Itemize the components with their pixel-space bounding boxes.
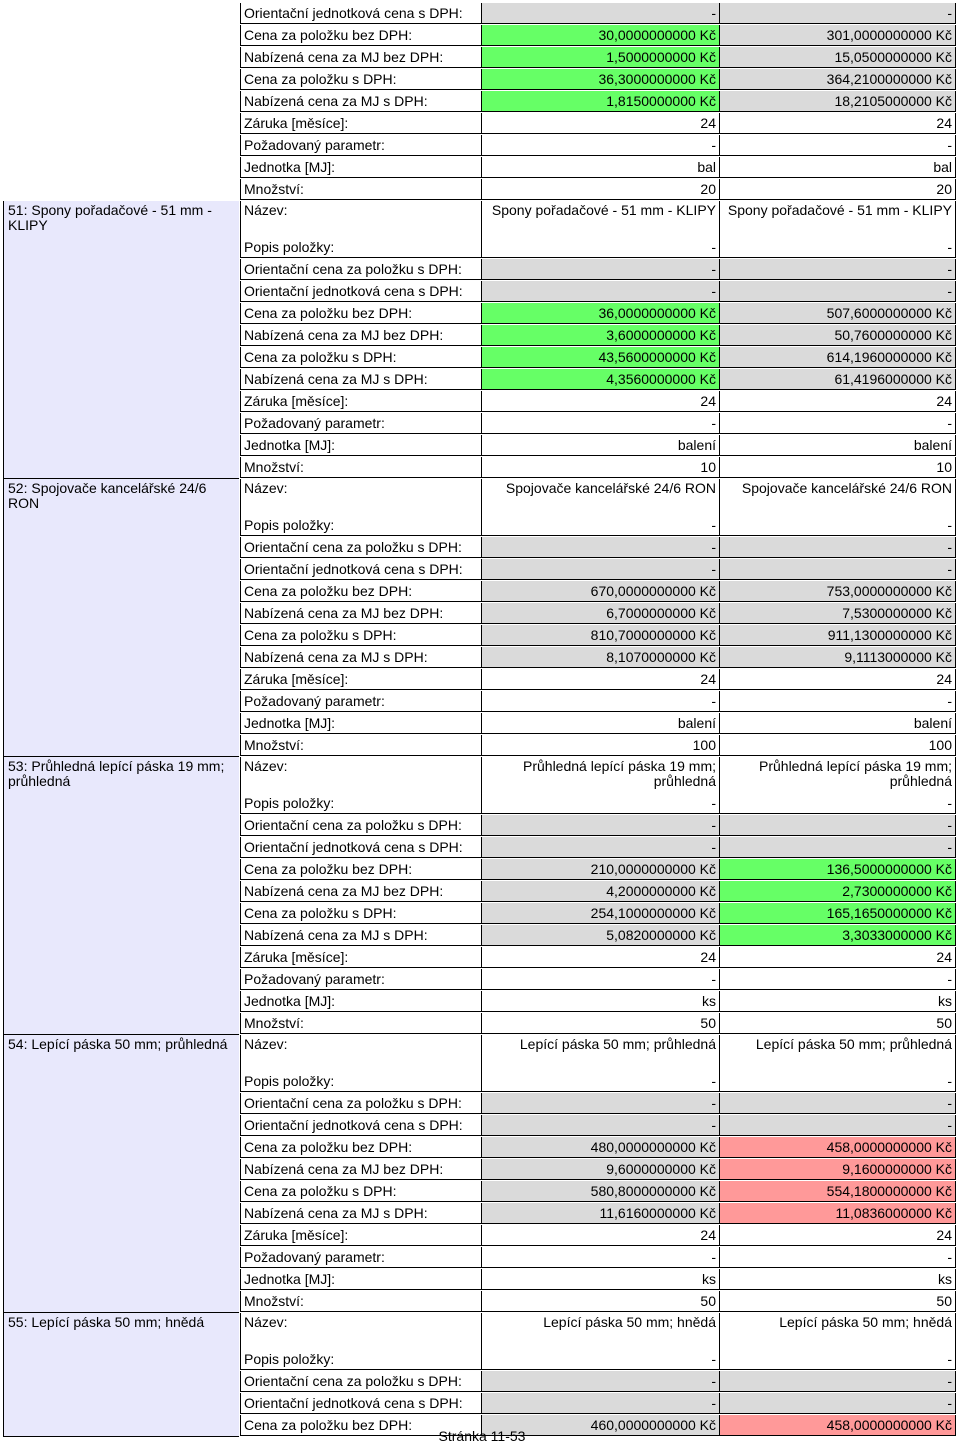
offer-1-value: - <box>481 1247 719 1268</box>
attribute-row <box>240 179 956 200</box>
offer-2-value: - <box>719 837 956 858</box>
offer-1-value: 50 <box>481 1013 719 1034</box>
attribute-label: Popis položky: <box>240 237 481 258</box>
attribute-label: Orientační jednotková cena s DPH: <box>240 281 481 302</box>
offer-2-value: - <box>719 815 956 836</box>
offer-1-value: 43,5600000000 Kč <box>481 347 719 368</box>
offer-2-value: 2,7300000000 Kč <box>719 881 956 902</box>
offer-1-value: - <box>481 515 719 536</box>
offer-1-value: 4,3560000000 Kč <box>481 369 719 390</box>
attribute-label: Orientační cena za položku s DPH: <box>240 259 481 280</box>
offer-2-value: 10 <box>719 457 956 478</box>
attribute-row <box>240 947 956 968</box>
attribute-row <box>240 237 956 258</box>
item-title: 55: Lepící páska 50 mm; hnědá <box>8 1314 205 1330</box>
offer-1-value: - <box>481 1371 719 1392</box>
attribute-row <box>240 259 956 280</box>
attribute-row <box>240 1013 956 1034</box>
offer-1-value: - <box>481 837 719 858</box>
attribute-label: Popis položky: <box>240 1071 481 1092</box>
attribute-row <box>240 1269 956 1290</box>
offer-2-value: 50 <box>719 1013 956 1034</box>
attribute-label: Orientační cena za položku s DPH: <box>240 1371 481 1392</box>
offer-1-value: 460,0000000000 Kč <box>481 1415 719 1436</box>
offer-2-value: - <box>719 1393 956 1414</box>
attribute-label: Cena za položku bez DPH: <box>240 303 481 324</box>
offer-2-value: - <box>719 1071 956 1092</box>
offer-1-value: - <box>481 1115 719 1136</box>
offer-1-value: - <box>481 691 719 712</box>
item-header-cell <box>3 1313 239 1437</box>
offer-2-value: 24 <box>719 113 956 134</box>
offer-2-value: - <box>719 1349 956 1370</box>
offer-1-value: 50 <box>481 1291 719 1312</box>
item-title: 54: Lepící páska 50 mm; průhledná <box>8 1036 228 1052</box>
attribute-label: Jednotka [MJ]: <box>240 157 481 178</box>
offer-1-value: - <box>481 3 719 24</box>
offer-1-value: - <box>481 815 719 836</box>
attribute-row <box>240 1203 956 1224</box>
offer-1-value: - <box>481 135 719 156</box>
attribute-row <box>240 413 956 434</box>
attribute-label: Cena za položku bez DPH: <box>240 1415 481 1436</box>
attribute-label: Orientační jednotková cena s DPH: <box>240 3 481 24</box>
offer-2-value: ks <box>719 991 956 1012</box>
attribute-label: Název: <box>240 1035 481 1073</box>
attribute-row <box>240 1371 956 1392</box>
offer-1-value: balení <box>481 435 719 456</box>
offer-2-value: - <box>719 135 956 156</box>
offer-2-value: - <box>719 3 956 24</box>
attribute-label: Cena za položku bez DPH: <box>240 25 481 46</box>
offer-1-value: 100 <box>481 735 719 756</box>
attribute-row <box>240 969 956 990</box>
offer-2-value: 753,0000000000 Kč <box>719 581 956 602</box>
attribute-row <box>240 1349 956 1370</box>
offer-2-value: - <box>719 1115 956 1136</box>
attribute-row <box>240 1225 956 1246</box>
attribute-label: Požadovaný parametr: <box>240 691 481 712</box>
offer-1-value: 6,7000000000 Kč <box>481 603 719 624</box>
offer-2-value: 50,7600000000 Kč <box>719 325 956 346</box>
attribute-label: Nabízená cena za MJ s DPH: <box>240 1203 481 1224</box>
offer-1-value: 11,6160000000 Kč <box>481 1203 719 1224</box>
offer-2-value: - <box>719 1247 956 1268</box>
offer-1-value: - <box>481 281 719 302</box>
offer-1-value: 1,8150000000 Kč <box>481 91 719 112</box>
offer-2-value: - <box>719 691 956 712</box>
offer-1-value: 210,0000000000 Kč <box>481 859 719 880</box>
item-title: 51: Spony pořadačové - 51 mm - KLIPY <box>8 202 212 233</box>
attribute-label: Množství: <box>240 457 481 478</box>
offer-2-value: 11,0836000000 Kč <box>719 1203 956 1224</box>
attribute-row <box>240 859 956 880</box>
offer-1-value: 254,1000000000 Kč <box>481 903 719 924</box>
attribute-row <box>240 3 956 24</box>
offer-1-value: 1,5000000000 Kč <box>481 47 719 68</box>
offer-1-value: 20 <box>481 179 719 200</box>
attribute-label: Orientační jednotková cena s DPH: <box>240 1115 481 1136</box>
attribute-label: Požadovaný parametr: <box>240 413 481 434</box>
attribute-row <box>240 669 956 690</box>
attribute-label: Název: <box>240 757 481 795</box>
offer-2-value: 9,1600000000 Kč <box>719 1159 956 1180</box>
offer-2-value: Spony pořadačové - 51 mm - KLIPY <box>719 201 956 239</box>
attribute-row <box>240 347 956 368</box>
offer-2-value: balení <box>719 713 956 734</box>
offer-1-value: - <box>481 793 719 814</box>
offer-2-value: 24 <box>719 947 956 968</box>
offer-1-value: 10 <box>481 457 719 478</box>
offer-1-value: 24 <box>481 113 719 134</box>
item-name-row <box>240 757 956 795</box>
attribute-label: Jednotka [MJ]: <box>240 1269 481 1290</box>
attribute-row <box>240 135 956 156</box>
attribute-label: Cena za položku s DPH: <box>240 625 481 646</box>
offer-2-value: 100 <box>719 735 956 756</box>
offer-2-value: bal <box>719 157 956 178</box>
offer-1-value: - <box>481 259 719 280</box>
item-header-cell <box>3 1035 239 1313</box>
attribute-label: Požadovaný parametr: <box>240 969 481 990</box>
attribute-label: Nabízená cena za MJ s DPH: <box>240 925 481 946</box>
offer-1-value: 480,0000000000 Kč <box>481 1137 719 1158</box>
offer-1-value: Spony pořadačové - 51 mm - KLIPY <box>481 201 719 239</box>
attribute-row <box>240 793 956 814</box>
attribute-label: Záruka [měsíce]: <box>240 113 481 134</box>
attribute-row <box>240 47 956 68</box>
attribute-row <box>240 903 956 924</box>
attribute-row <box>240 1159 956 1180</box>
offer-2-value: balení <box>719 435 956 456</box>
attribute-row <box>240 713 956 734</box>
attribute-row <box>240 1093 956 1114</box>
offer-1-value: - <box>481 1093 719 1114</box>
attribute-label: Orientační jednotková cena s DPH: <box>240 559 481 580</box>
attribute-label: Orientační cena za položku s DPH: <box>240 1093 481 1114</box>
attribute-row <box>240 581 956 602</box>
attribute-row <box>240 113 956 134</box>
attribute-label: Orientační jednotková cena s DPH: <box>240 837 481 858</box>
offer-1-value: 24 <box>481 947 719 968</box>
offer-2-value: - <box>719 1093 956 1114</box>
attribute-row <box>240 603 956 624</box>
offer-2-value: - <box>719 413 956 434</box>
offer-1-value: - <box>481 537 719 558</box>
attribute-row <box>240 457 956 478</box>
offer-2-value: Lepící páska 50 mm; hnědá <box>719 1313 956 1351</box>
offer-1-value: 9,6000000000 Kč <box>481 1159 719 1180</box>
attribute-label: Nabízená cena za MJ s DPH: <box>240 369 481 390</box>
attribute-label: Orientační cena za položku s DPH: <box>240 537 481 558</box>
offer-1-value: - <box>481 1349 719 1370</box>
offer-1-value: - <box>481 969 719 990</box>
attribute-label: Množství: <box>240 1013 481 1034</box>
offer-2-value: - <box>719 559 956 580</box>
offer-2-value: 458,0000000000 Kč <box>719 1415 956 1436</box>
offer-2-value: 165,1650000000 Kč <box>719 903 956 924</box>
offer-1-value: ks <box>481 1269 719 1290</box>
attribute-row <box>240 837 956 858</box>
attribute-row <box>240 559 956 580</box>
offer-1-value: 5,0820000000 Kč <box>481 925 719 946</box>
attribute-row <box>240 281 956 302</box>
attribute-label: Popis položky: <box>240 793 481 814</box>
attribute-label: Cena za položku s DPH: <box>240 347 481 368</box>
attribute-row <box>240 157 956 178</box>
offer-1-value: - <box>481 1071 719 1092</box>
attribute-label: Název: <box>240 201 481 239</box>
offer-2-value: Průhledná lepící páska 19 mm; průhledná <box>719 757 956 795</box>
attribute-label: Cena za položku s DPH: <box>240 69 481 90</box>
page-footer <box>0 1428 960 1444</box>
attribute-label: Nabízená cena za MJ s DPH: <box>240 647 481 668</box>
attribute-label: Cena za položku s DPH: <box>240 903 481 924</box>
offer-1-value: bal <box>481 157 719 178</box>
item-header-cell <box>3 201 239 479</box>
attribute-label: Záruka [měsíce]: <box>240 1225 481 1246</box>
item-name-row <box>240 1313 956 1351</box>
offer-2-value: - <box>719 281 956 302</box>
attribute-label: Cena za položku bez DPH: <box>240 581 481 602</box>
offer-2-value: 20 <box>719 179 956 200</box>
offer-2-value: 507,6000000000 Kč <box>719 303 956 324</box>
attribute-row <box>240 369 956 390</box>
offer-2-value: 911,1300000000 Kč <box>719 625 956 646</box>
offer-1-value: balení <box>481 713 719 734</box>
attribute-label: Množství: <box>240 1291 481 1312</box>
attribute-row <box>240 881 956 902</box>
offer-1-value: 36,0000000000 Kč <box>481 303 719 324</box>
attribute-row <box>240 435 956 456</box>
attribute-row <box>240 735 956 756</box>
offer-1-value: - <box>481 1393 719 1414</box>
offer-2-value: 614,1960000000 Kč <box>719 347 956 368</box>
offer-1-value: 4,2000000000 Kč <box>481 881 719 902</box>
attribute-label: Popis položky: <box>240 1349 481 1370</box>
attribute-row <box>240 515 956 536</box>
attribute-label: Nabízená cena za MJ bez DPH: <box>240 1159 481 1180</box>
offer-2-value: 24 <box>719 669 956 690</box>
attribute-row <box>240 391 956 412</box>
offer-1-value: 30,0000000000 Kč <box>481 25 719 46</box>
attribute-row <box>240 647 956 668</box>
offer-2-value: 301,0000000000 Kč <box>719 25 956 46</box>
offer-2-value: ks <box>719 1269 956 1290</box>
attribute-label: Množství: <box>240 735 481 756</box>
offer-2-value: 50 <box>719 1291 956 1312</box>
offer-2-value: Spojovače kancelářské 24/6 RON <box>719 479 956 517</box>
offer-1-value: 24 <box>481 391 719 412</box>
attribute-label: Jednotka [MJ]: <box>240 991 481 1012</box>
item-name-row <box>240 1035 956 1073</box>
attribute-label: Jednotka [MJ]: <box>240 435 481 456</box>
attribute-row <box>240 325 956 346</box>
offer-2-value: - <box>719 259 956 280</box>
offer-2-value: Lepící páska 50 mm; průhledná <box>719 1035 956 1073</box>
attribute-label: Nabízená cena za MJ bez DPH: <box>240 47 481 68</box>
attribute-row <box>240 1291 956 1312</box>
attribute-row <box>240 25 956 46</box>
offer-1-value: 24 <box>481 669 719 690</box>
attribute-row <box>240 537 956 558</box>
attribute-label: Nabízená cena za MJ bez DPH: <box>240 881 481 902</box>
offer-2-value: 24 <box>719 1225 956 1246</box>
offer-1-value: Lepící páska 50 mm; hnědá <box>481 1313 719 1351</box>
attribute-label: Množství: <box>240 179 481 200</box>
attribute-row <box>240 303 956 324</box>
item-name-row <box>240 479 956 517</box>
attribute-label: Požadovaný parametr: <box>240 135 481 156</box>
offer-2-value: 18,2105000000 Kč <box>719 91 956 112</box>
offer-1-value: - <box>481 559 719 580</box>
attribute-row <box>240 625 956 646</box>
offer-2-value: - <box>719 793 956 814</box>
attribute-label: Cena za položku bez DPH: <box>240 859 481 880</box>
item-header-cell <box>3 757 239 1035</box>
attribute-row <box>240 1115 956 1136</box>
attribute-label: Název: <box>240 1313 481 1351</box>
offer-2-value: 61,4196000000 Kč <box>719 369 956 390</box>
offer-2-value: 9,1113000000 Kč <box>719 647 956 668</box>
attribute-row <box>240 991 956 1012</box>
attribute-label: Orientační jednotková cena s DPH: <box>240 1393 481 1414</box>
offer-1-value: 670,0000000000 Kč <box>481 581 719 602</box>
attribute-row <box>240 1071 956 1092</box>
offer-1-value: 580,8000000000 Kč <box>481 1181 719 1202</box>
offer-2-value: 15,0500000000 Kč <box>719 47 956 68</box>
offer-2-value: - <box>719 237 956 258</box>
offer-1-value: Spojovače kancelářské 24/6 RON <box>481 479 719 517</box>
attribute-row <box>240 691 956 712</box>
item-name-row <box>240 201 956 239</box>
offer-1-value: 24 <box>481 1225 719 1246</box>
attribute-label: Nabízená cena za MJ bez DPH: <box>240 603 481 624</box>
offer-2-value: - <box>719 1371 956 1392</box>
offer-1-value: ks <box>481 991 719 1012</box>
attribute-row <box>240 1181 956 1202</box>
offer-2-value: 136,5000000000 Kč <box>719 859 956 880</box>
offer-1-value: 8,1070000000 Kč <box>481 647 719 668</box>
offer-2-value: 458,0000000000 Kč <box>719 1137 956 1158</box>
attribute-row <box>240 69 956 90</box>
attribute-row <box>240 815 956 836</box>
offer-2-value: - <box>719 515 956 536</box>
offer-1-value: - <box>481 413 719 434</box>
offer-2-value: 24 <box>719 391 956 412</box>
offer-2-value: 3,3033000000 Kč <box>719 925 956 946</box>
offer-1-value: Lepící páska 50 mm; průhledná <box>481 1035 719 1073</box>
attribute-label: Název: <box>240 479 481 517</box>
offer-1-value: 3,6000000000 Kč <box>481 325 719 346</box>
item-title: 52: Spojovače kancelářské 24/6 RON <box>8 480 207 511</box>
offer-1-value: 36,3000000000 Kč <box>481 69 719 90</box>
attribute-row <box>240 91 956 112</box>
item-header-cell <box>3 479 239 757</box>
offer-2-value: 7,5300000000 Kč <box>719 603 956 624</box>
offer-1-value: 810,7000000000 Kč <box>481 625 719 646</box>
attribute-label: Záruka [měsíce]: <box>240 391 481 412</box>
attribute-row <box>240 925 956 946</box>
attribute-label: Záruka [měsíce]: <box>240 669 481 690</box>
attribute-row <box>240 1137 956 1158</box>
attribute-label: Orientační cena za položku s DPH: <box>240 815 481 836</box>
attribute-row <box>240 1247 956 1268</box>
attribute-label: Cena za položku bez DPH: <box>240 1137 481 1158</box>
attribute-label: Cena za položku s DPH: <box>240 1181 481 1202</box>
offer-1-value: Průhledná lepící páska 19 mm; průhledná <box>481 757 719 795</box>
item-title: 53: Průhledná lepící páska 19 mm; průhledná <box>8 758 225 789</box>
attribute-label: Jednotka [MJ]: <box>240 713 481 734</box>
offer-2-value: 364,2100000000 Kč <box>719 69 956 90</box>
offer-2-value: - <box>719 969 956 990</box>
offer-2-value: - <box>719 537 956 558</box>
attribute-label: Záruka [měsíce]: <box>240 947 481 968</box>
attribute-label: Nabízená cena za MJ s DPH: <box>240 91 481 112</box>
offer-1-value: - <box>481 237 719 258</box>
attribute-label: Nabízená cena za MJ bez DPH: <box>240 325 481 346</box>
page-number: Stránka 11-53 <box>438 1428 526 1444</box>
attribute-label: Požadovaný parametr: <box>240 1247 481 1268</box>
offer-2-value: 554,1800000000 Kč <box>719 1181 956 1202</box>
attribute-label: Popis položky: <box>240 515 481 536</box>
attribute-row <box>240 1393 956 1414</box>
